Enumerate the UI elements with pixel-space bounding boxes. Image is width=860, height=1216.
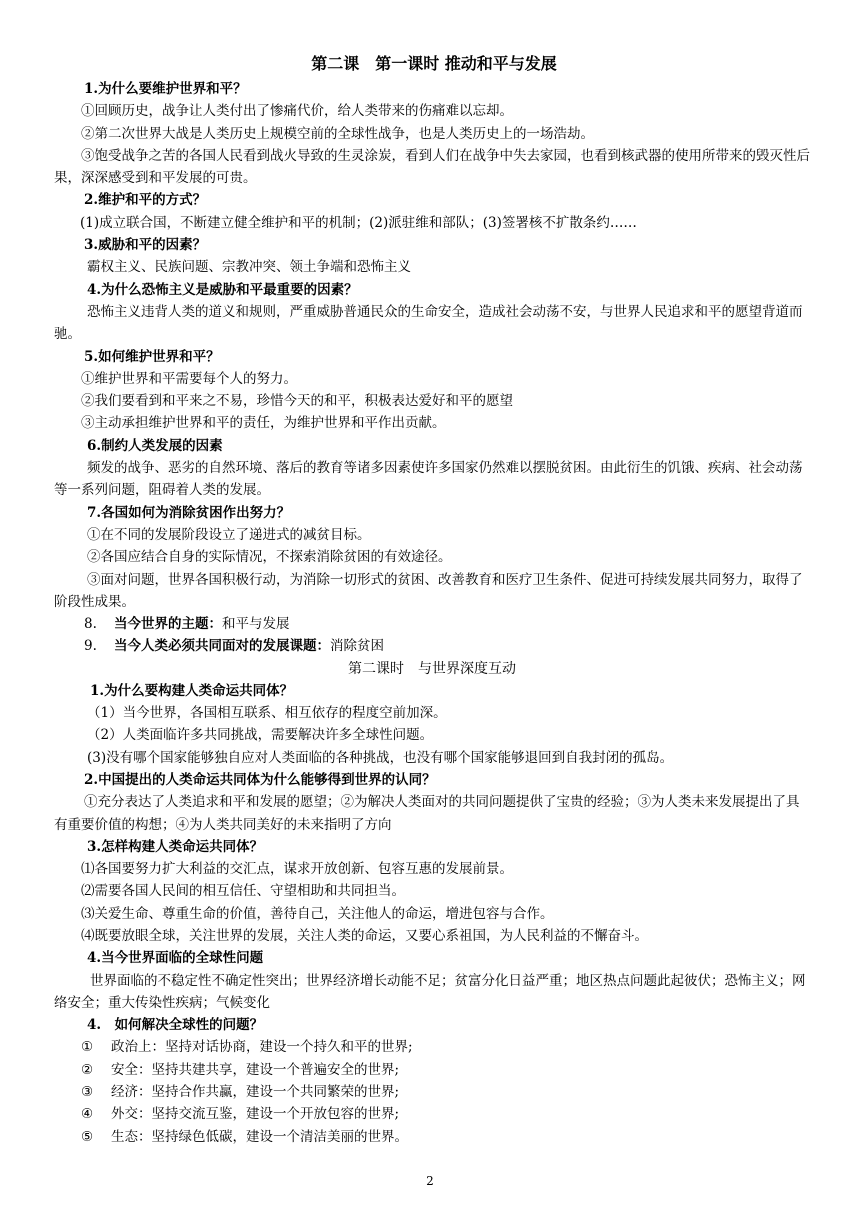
answer-line: ①维护世界和平需要每个人的努力。: [81, 370, 297, 387]
list-item: [54, 1103, 810, 1125]
question-heading: 4.当今世界面临的全球性问题: [87, 950, 264, 967]
section-q8: [54, 613, 810, 635]
item-number: 9.: [84, 638, 97, 655]
section-l2-q4: [54, 947, 810, 1014]
answer-line: ②第二次世界大战是人类历史上规模空前的全球性战争，也是人类历史上的一场浩劫。: [81, 125, 594, 142]
question-heading: 3.威胁和平的因素？: [84, 237, 207, 254]
item-label: 当今世界的主题：: [114, 616, 222, 633]
question-heading: 2.维护和平的方式？: [84, 192, 207, 209]
list-item: [54, 1126, 810, 1148]
answer-line: ①在不同的发展阶段设立了递进式的减贫目标。: [87, 526, 371, 543]
item-text: 政治上：坚持对话协商，建设一个持久和平的世界;: [111, 1039, 413, 1056]
item-text: 经济：坚持合作共赢，建设一个共同繁荣的世界;: [111, 1084, 400, 1101]
section-q5: [54, 346, 810, 435]
section-l2-q1: [54, 680, 810, 769]
answer-line: ⑴各国要努力扩大利益的交汇点，谋求开放创新、包容互惠的发展前景。: [81, 861, 513, 878]
item-number: ④: [81, 1106, 94, 1123]
section-q1: [54, 78, 810, 189]
question-heading: 1.为什么要构建人类命运共同体？: [90, 682, 294, 699]
section-l2-q5: [54, 1014, 810, 1148]
section-q2: [54, 189, 810, 234]
item-text: 外交：坚持交流互鉴，建设一个开放包容的世界;: [111, 1106, 400, 1123]
item-number: ③: [81, 1084, 94, 1101]
section-q4: [54, 279, 810, 346]
section-l2-q3: [54, 836, 810, 947]
section-l2-q2: [54, 769, 810, 836]
list-item: [54, 1059, 810, 1081]
answer-line: （2）人类面临许多共同挑战，需要解决许多全球性问题。: [87, 727, 434, 744]
answer-paragraph: 世界面临的不稳定性不确定性突出；世界经济增长动能不足；贫富分化日益严重；地区热点问题此起彼伏；恐怖主义；网络安全；重大传染性疾病；气候变化: [54, 972, 806, 1011]
section-q3: [54, 234, 810, 279]
item-number: ①: [81, 1039, 94, 1056]
page-title: 第二课 第一课时 推动和平与发展: [311, 54, 557, 73]
question-heading: 6.制约人类发展的因素: [87, 437, 223, 454]
item-label: 当今人类必须共同面对的发展课题：: [114, 638, 330, 655]
item-number: ⑤: [81, 1128, 94, 1145]
answer-paragraph: 频发的战争、恶劣的自然环境、落后的教育等诸多因素使许多国家仍然难以摆脱贫困。由此衍生的饥饿、疾病、社会动荡等一系列问题，阻碍着人类的发展。: [54, 460, 803, 499]
list-item: [54, 1081, 810, 1103]
answer-paragraph: ①充分表达了人类追求和平和发展的愿望；②为解决人类面对的共同问题提供了宝贵的经验；③为人类未来发展提出了具有重要价值的构想；④为人类共同美好的未来指明了方向: [54, 794, 800, 833]
item-number: ②: [81, 1061, 94, 1078]
question-heading: 4. 如何解决全球性的问题？: [87, 1017, 264, 1034]
answer-line: ③主动承担维护世界和平的责任，为维护世界和平作出贡献。: [81, 415, 446, 432]
document-page: [54, 50, 810, 1148]
answer-line: (1)成立联合国，不断建立健全维护和平的机制；(2)派驻维和部队；(3)签署核不扩散条约……: [80, 214, 637, 231]
item-text: 生态：坚持绿色低碳，建设一个清洁美丽的世界。: [111, 1128, 408, 1145]
answer-line: ⑵需要各国人民间的相互信任、守望相助和共同担当。: [81, 883, 405, 900]
section-q7: [54, 502, 810, 613]
answer-line: 霸权主义、民族问题、宗教冲突、领土争端和恐怖主义: [87, 259, 411, 276]
answer-paragraph: ③饱受战争之苦的各国人民看到战火导致的生灵涂炭，看到人们在战争中失去家园，也看到核武器的使用所带来的毁灭性后果，深深感受到和平发展的可贵。: [54, 147, 810, 187]
section-q6: [54, 435, 810, 502]
answer-line: （1）当今世界，各国相互联系、相互依存的程度空前加深。: [87, 705, 447, 722]
question-heading: 2.中国提出的人类命运共同体为什么能够得到世界的认同？: [84, 771, 436, 788]
page-number: 2: [426, 1174, 434, 1188]
item-answer: 和平与发展: [222, 616, 290, 633]
answer-paragraph: ③面对问题，世界各国积极行动，为消除一切形式的贫困、改善教育和医疗卫生条件、促进可持续发展共同努力，取得了阶段性成果。: [54, 571, 803, 610]
question-heading: 3.怎样构建人类命运共同体？: [87, 838, 264, 855]
answer-paragraph: 恐怖主义违背人类的道义和规则，严重威胁普通民众的生命安全，造成社会动荡不安，与世界人民追求和平的愿望背道而驰。: [54, 303, 803, 343]
question-heading: 5.如何维护世界和平？: [84, 348, 220, 365]
lesson2-title: 第二课时 与世界深度互动: [348, 660, 516, 677]
item-number: 8.: [84, 616, 97, 633]
section-q9: [54, 635, 810, 657]
question-heading: 4.为什么恐怖主义是威胁和平最重要的因素？: [87, 281, 358, 298]
answer-line: ②各国应结合自身的实际情况，不探索消除贫困的有效途径。: [87, 549, 452, 566]
item-answer: 消除贫困: [330, 638, 384, 655]
answer-line: (3)没有哪个国家能够独自应对人类面临的各种挑战，也没有哪个国家能够退回到自我封闭的孤岛。: [87, 749, 674, 766]
list-item: [54, 1036, 810, 1058]
question-heading: 1.为什么要维护世界和平？: [84, 81, 247, 97]
item-text: 安全：坚持共建共享，建设一个普遍安全的世界;: [111, 1061, 400, 1078]
answer-line: ②我们要看到和平来之不易，珍惜今天的和平，积极表达爱好和平的愿望: [81, 393, 513, 410]
answer-line: ⑶关爱生命、尊重生命的价值，善待自己，关注他人的命运，增进包容与合作。: [81, 905, 554, 922]
answer-line: ⑷既要放眼全球，关注世界的发展，关注人类的命运，又要心系祖国，为人民利益的不懈奋斗。: [81, 927, 648, 944]
question-heading: 7.各国如何为消除贫困作出努力？: [87, 504, 291, 521]
answer-line: ①回顾历史，战争让人类付出了惨痛代价，给人类带来的伤痛难以忘却。: [81, 103, 513, 120]
